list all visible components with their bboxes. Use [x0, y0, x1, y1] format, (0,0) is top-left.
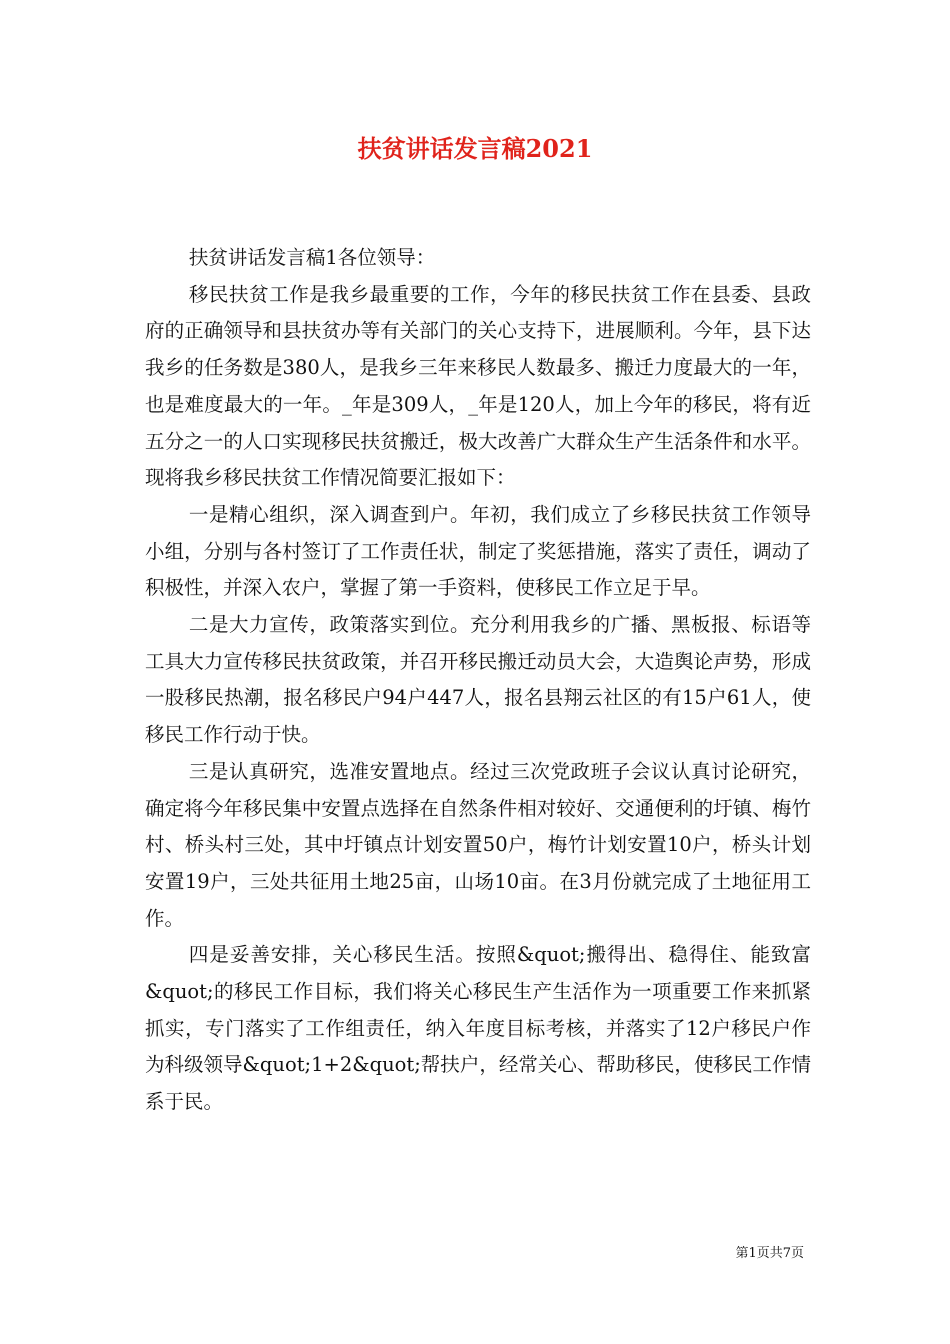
- paragraph-point-1: 一是精心组织，深入调查到户。年初，我们成立了乡移民扶贫工作领导小组，分别与各村签订了工作责任状，制定了奖惩措施，落实了责任，调动了积极性，并深入农户，掌握了第一手资料，使移民工作立足于早。: [145, 502, 811, 600]
- paragraph-point-4: 四是妥善安排，关心移民生活。按照&quot;搬得出、稳得住、能致富&quot;的移民工作目标，我们将关心移民生产生活作为一项重要工作来抓紧抓实，专门落实了工作组责任，纳入年度目标考核，并落实了12户移民户作为科级领导&quot;1+2&quot;帮扶户，经常关心、帮助移民，使移民工作情系于民。: [145, 943, 811, 1114]
- page-number-footer: 第1页共7页: [735, 1246, 804, 1261]
- page-title: 扶贫讲话发言稿2021: [357, 134, 593, 163]
- paragraph-salutation: 扶贫讲话发言稿1各位领导：: [188, 246, 436, 269]
- document-body: [145, 240, 811, 1121]
- paragraph-intro: 移民扶贫工作是我乡最重要的工作，今年的移民扶贫工作在县委、县政府的正确领导和县扶贫办等有关部门的关心支持下，进展顺利。今年，县下达我乡的任务数是380人，是我乡三年来移民人数最多、搬迁力度最大的一年，也是难度最大的一年。_年是309人，_年是120人，加上今年的移民，将有近五分之一的人口实现移民扶贫搬迁，极大改善广大群众生产生活条件和水平。现将我乡移民扶贫工作情况简要汇报如下：: [145, 282, 811, 490]
- paragraph-point-2: 二是大力宣传，政策落实到位。充分利用我乡的广播、黑板报、标语等工具大力宣传移民扶贫政策，并召开移民搬迁动员大会，大造舆论声势，形成一股移民热潮，报名移民户94户447人，报名县翔云社区的有15户61人，使移民工作行动于快。: [145, 613, 811, 747]
- paragraph-point-3: 三是认真研究，选准安置地点。经过三次党政班子会议认真讨论研究，确定将今年移民集中安置点选择在自然条件相对较好、交通便利的圩镇、梅竹村、桥头村三处，其中圩镇点计划安置50户，梅竹计划安置10户，桥头计划安置19户，三处共征用土地25亩，山场10亩。在3月份就完成了土地征用工作。: [145, 759, 811, 930]
